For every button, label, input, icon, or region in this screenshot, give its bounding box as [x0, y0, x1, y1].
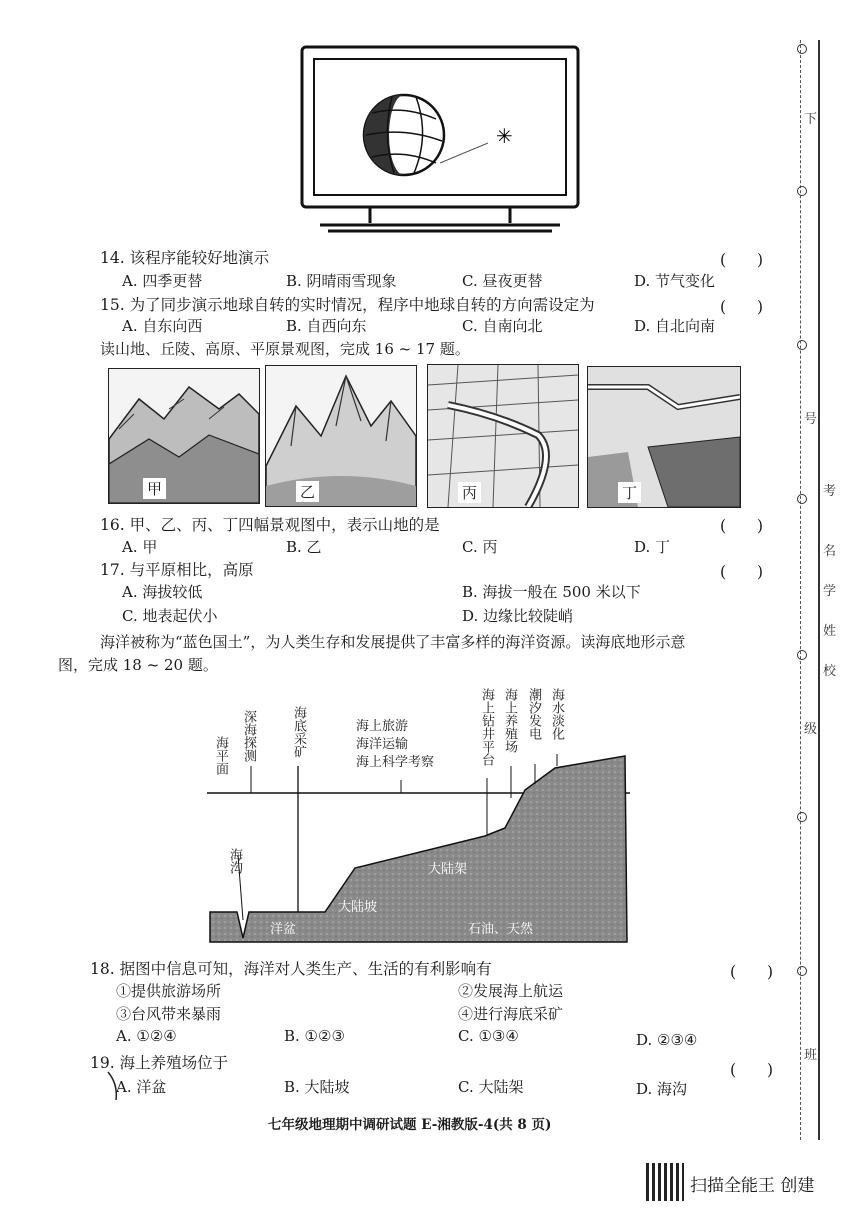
scene-label-bing: 丙 [458, 482, 481, 503]
scene-bing [427, 364, 579, 508]
q14-option-c[interactable]: C. 昼夜更替 [462, 272, 543, 290]
margin-char-9: 学 [823, 584, 837, 599]
margin-circle [797, 186, 807, 196]
q16-option-b[interactable]: B. 乙 [286, 538, 322, 556]
label-farm: 海上养殖场 [502, 688, 517, 753]
mountain-landscape-icon [109, 369, 259, 503]
q19-option-a[interactable]: A. 洋盆 [116, 1078, 167, 1096]
label-slope: 大陆坡 [338, 900, 378, 915]
pen-mark-icon [104, 1068, 134, 1104]
scene-label-jia: 甲 [143, 478, 166, 499]
margin-char-1: 下 [804, 112, 818, 127]
q14-option-d[interactable]: D. 节气变化 [634, 272, 716, 290]
q15-stem: 15. 为了同步演示地球自转的实时情况，程序中地球自转的方向需设定为 [100, 296, 595, 314]
q16-stem: 16. 甲、乙、丙、丁四幅景观图中，表示山地的是 [100, 516, 440, 534]
plain-landscape-icon [428, 365, 578, 507]
q18-option-a[interactable]: A. ①②④ [116, 1027, 177, 1045]
q17-option-c[interactable]: C. 地表起伏小 [122, 607, 218, 625]
margin-circle [797, 494, 807, 504]
label-deep-sea: 深海探测 [241, 710, 256, 762]
margin-char-2: 号 [804, 412, 818, 427]
scene-jia [108, 368, 260, 504]
q17-option-b[interactable]: B. 海拔一般在 500 米以下 [462, 583, 641, 601]
q18-stem: 18. 据图中信息可知，海洋对人类生产、生活的有利影响有 [90, 960, 492, 978]
intro-18-20-line1: 海洋被称为“蓝色国土”，为人类生存和发展提供了丰富多样的海洋资源。读海底地形示意 [100, 633, 686, 651]
label-trench: 海沟 [227, 848, 242, 874]
label-sea-level: 海平面 [213, 736, 228, 775]
label-oil-gas: 石油、天然 [468, 922, 534, 937]
label-tourism: 海上旅游 [356, 719, 409, 734]
margin-circle [797, 44, 807, 54]
label-shipping: 海洋运输 [356, 737, 409, 752]
q16-option-c[interactable]: C. 丙 [462, 538, 498, 556]
q19-option-c[interactable]: C. 大陆架 [458, 1078, 524, 1096]
q16-option-a[interactable]: A. 甲 [122, 538, 158, 556]
label-seabed-mining: 海底采矿 [291, 706, 306, 758]
scanner-watermark: 扫描全能王 创建 [690, 1176, 815, 1196]
intro-16-17: 读山地、丘陵、高原、平原景观图，完成 16 ~ 17 题。 [100, 340, 470, 358]
scene-label-ding: 丁 [618, 482, 641, 503]
q19-stem: 19. 海上养殖场位于 [90, 1054, 229, 1072]
label-tidal: 潮汐发电 [526, 688, 541, 740]
q19-option-d[interactable]: D. 海沟 [636, 1080, 688, 1098]
q15-option-d[interactable]: D. 自北向南 [634, 317, 716, 335]
q15-answer-paren[interactable]: ( ) [720, 298, 764, 316]
q15-option-a[interactable]: A. 自东向西 [122, 317, 203, 335]
page-footer: 七年级地理期中调研试题 E-湘教版-4(共 8 页) [268, 1117, 552, 1133]
scene-yi [265, 365, 417, 507]
q17-option-a[interactable]: A. 海拔较低 [122, 583, 203, 601]
plateau-landscape-icon [588, 367, 740, 507]
q18-option-b[interactable]: B. ①②③ [284, 1027, 345, 1045]
q18-item-2: ②发展海上航运 [458, 982, 564, 1000]
margin-char-5: 姓 [823, 624, 837, 639]
q18-item-4: ④进行海底采矿 [458, 1005, 564, 1023]
q15-option-c[interactable]: C. 自南向北 [462, 317, 543, 335]
margin-char-8: 校 [823, 664, 837, 679]
q18-answer-paren[interactable]: ( ) [730, 963, 774, 981]
label-basin: 洋盆 [270, 922, 297, 937]
q19-answer-paren[interactable]: ( ) [730, 1061, 774, 1079]
margin-circle [797, 650, 807, 660]
q14-option-a[interactable]: A. 四季更替 [122, 272, 203, 290]
scene-label-yi: 乙 [296, 481, 319, 502]
label-science: 海上科学考察 [356, 755, 435, 770]
margin-circle [797, 340, 807, 350]
label-drilling: 海上钻井平台 [479, 688, 494, 766]
hills-landscape-icon [266, 366, 416, 506]
q18-item-3: ③台风带来暴雨 [116, 1005, 222, 1023]
margin-circle [797, 966, 807, 976]
q14-stem: 14. 该程序能较好地演示 [100, 249, 270, 267]
q17-stem: 17. 与平原相比，高原 [100, 561, 254, 579]
scene-ding [587, 366, 741, 508]
q16-answer-paren[interactable]: ( ) [720, 517, 764, 535]
margin-circle [797, 812, 807, 822]
binding-line [818, 40, 820, 1140]
label-shelf: 大陆架 [428, 862, 468, 877]
margin-char-6: 级 [804, 722, 818, 737]
q17-answer-paren[interactable]: ( ) [720, 563, 764, 581]
q17-option-d[interactable]: D. 边缘比较陡峭 [462, 607, 574, 625]
q18-option-c[interactable]: C. ①③④ [458, 1027, 519, 1045]
q19-option-b[interactable]: B. 大陆坡 [284, 1078, 350, 1096]
intro-18-20-line2: 图，完成 18 ~ 20 题。 [58, 656, 218, 674]
q18-option-d[interactable]: D. ②③④ [636, 1031, 698, 1049]
svg-text:✳: ✳ [496, 124, 513, 148]
margin-char-4: 名 [823, 544, 837, 559]
q14-answer-paren[interactable]: ( ) [720, 251, 764, 269]
margin-char-3: 考 [823, 484, 837, 499]
q16-option-d[interactable]: D. 丁 [634, 538, 671, 556]
q14-option-b[interactable]: B. 阴晴雨雪现象 [286, 272, 397, 290]
label-desal: 海水淡化 [549, 688, 564, 740]
monitor-illustration [300, 45, 580, 237]
margin-char-7: 班 [804, 1048, 818, 1063]
q15-option-b[interactable]: B. 自西向东 [286, 317, 367, 335]
qr-code-icon [646, 1163, 684, 1201]
q18-item-1: ①提供旅游场所 [116, 982, 222, 1000]
label-activities [356, 718, 434, 772]
